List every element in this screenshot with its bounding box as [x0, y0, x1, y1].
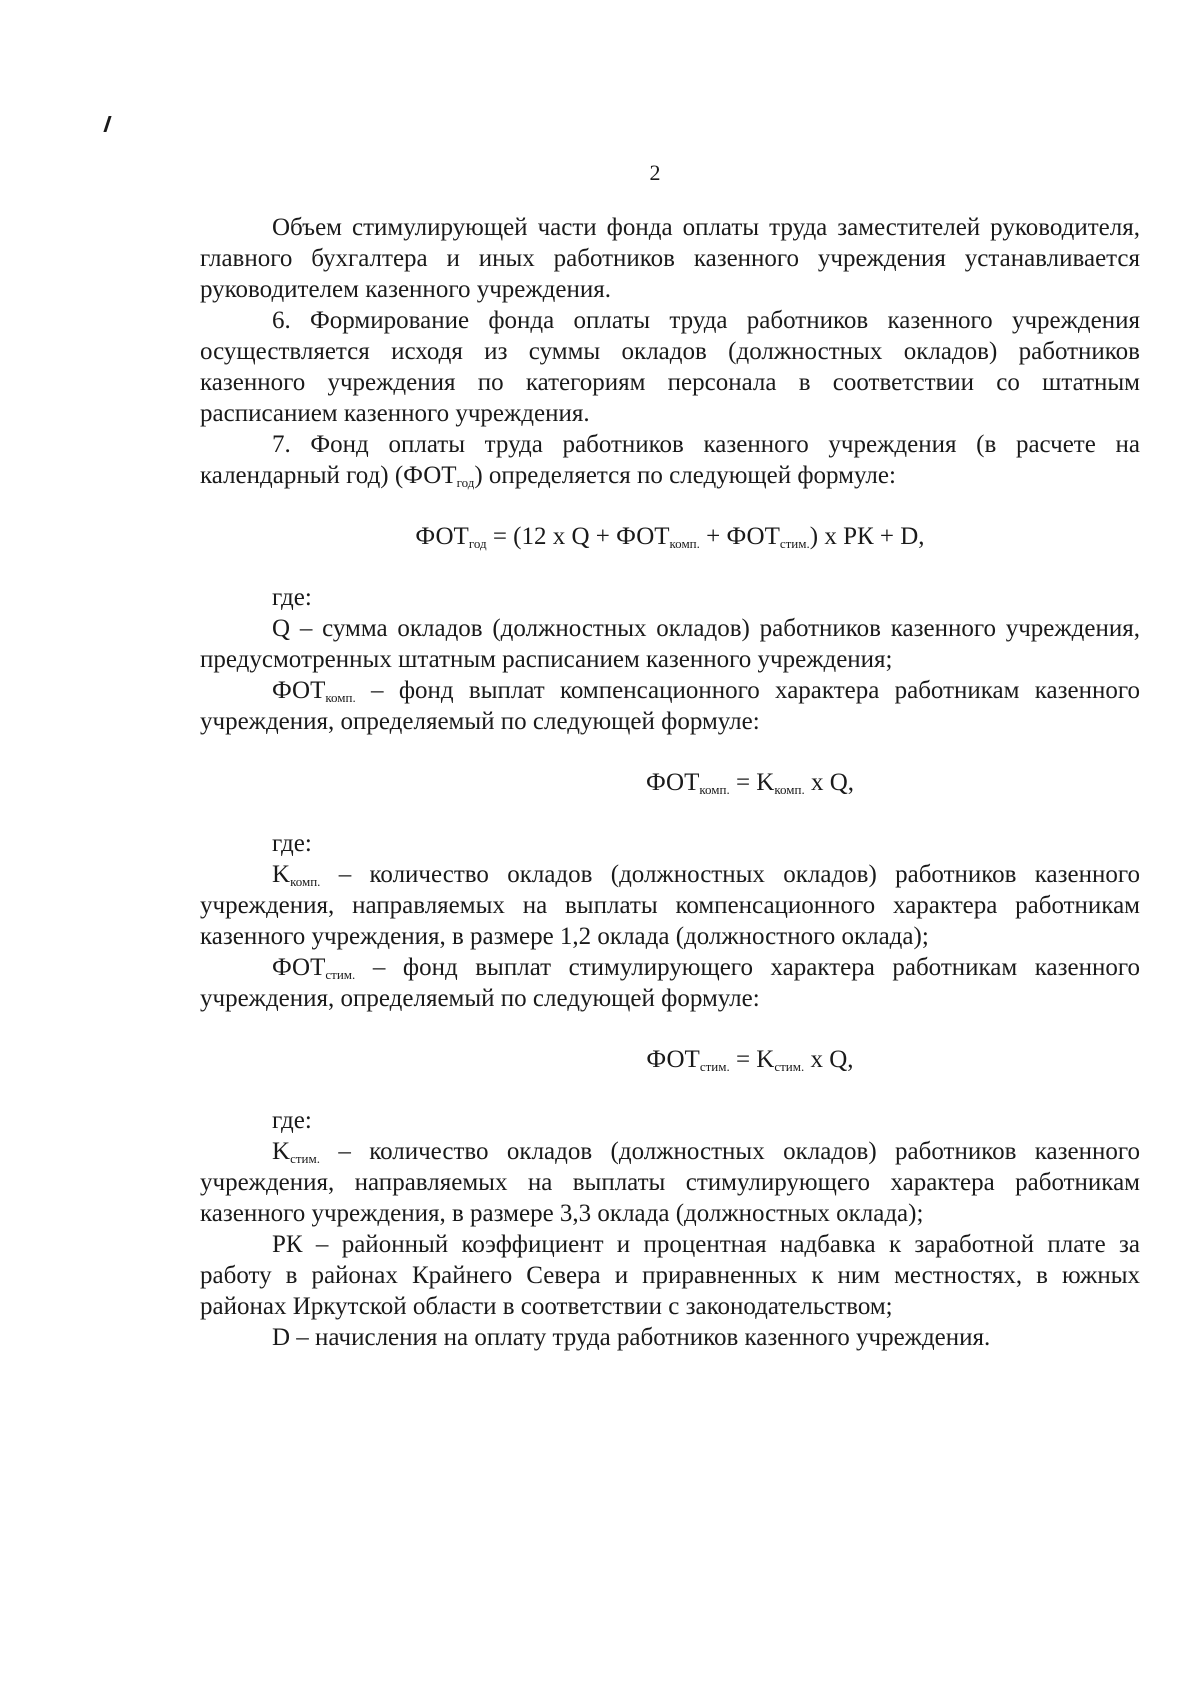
pen-mark	[103, 116, 111, 132]
definition-d: D – начисления на оплату труда работников казенного учреждения.	[272, 1324, 991, 1351]
formula-fot-komp: $ФОТ_{комп.} = K_{комп.}$ х Q,	[645, 769, 855, 797]
paragraph-6: 6. Формирование фонда оплаты труда работников казенного учреждения осуществляется исходя из суммы окладов (должностных окладов) работников казенного учреждения по категориям персонала в соответствии со штатным расписанием казенного учреждения.	[200, 307, 1140, 427]
definition-fot-komp: $ФОТ_{комп.}$ – фонд выплат компенсационного характера работникам казенного учреждения, определяемый по следующей формуле:	[200, 677, 1140, 735]
page-number: 2	[649, 160, 661, 185]
definition-rk: РК – районный коэффициент и процентная надбавка к заработной плате за работу в районах Крайнего Севера и приравненных к ним местностях, в южных районах Иркутской области в соответствии с законодательством;	[200, 1231, 1140, 1320]
paragraph-7: 7. Фонд оплаты труда работников казенного учреждения (в расчете на календарный год) $(ФОТ_{год})$ определяется по следующей формуле:	[200, 431, 1140, 490]
where-label-1: где:	[272, 584, 312, 611]
definition-k-komp: $K_{комп.}$ – количество окладов (должностных окладов) работников казенного учреждения, направляемых на выплаты компенсационного характера работникам казенного учреждения, в размере 1,2 оклада (должностного оклада);	[200, 861, 1140, 950]
formula-fot-year: $ФОТ_{год} = (12$ х $Q + ФОТ_{комп.} + ФОТ_{стим.}$) х РК + D,	[415, 523, 925, 551]
definition-k-stim: $K_{стим.}$ – количество окладов (должностных окладов) работников казенного учреждения, направляемых на выплаты стимулирующего характера работникам казенного учреждения, в размере 3,3 оклада (должностных оклада);	[200, 1138, 1140, 1227]
definition-fot-stim: $ФОТ_{стим.}$ – фонд выплат стимулирующего характера работникам казенного учреждения, определяемый по следующей формуле:	[200, 954, 1140, 1012]
paragraph-stimulating-part: Объем стимулирующей части фонда оплаты труда заместителей руководителя, главного бухгалтера и иных работников казенного учреждения устанавливается руководителем казенного учреждения.	[200, 214, 1140, 303]
where-label-3: где:	[272, 1107, 312, 1134]
formula-fot-stim: $ФОТ_{стим.} = K_{стим.}$ х Q,	[646, 1046, 854, 1074]
where-label-2: где:	[272, 830, 312, 857]
definition-q: Q – сумма окладов (должностных окладов) работников казенного учреждения, предусмотренных штатным расписанием казенного учреждения;	[200, 615, 1140, 673]
document-body	[200, 212, 1140, 1353]
